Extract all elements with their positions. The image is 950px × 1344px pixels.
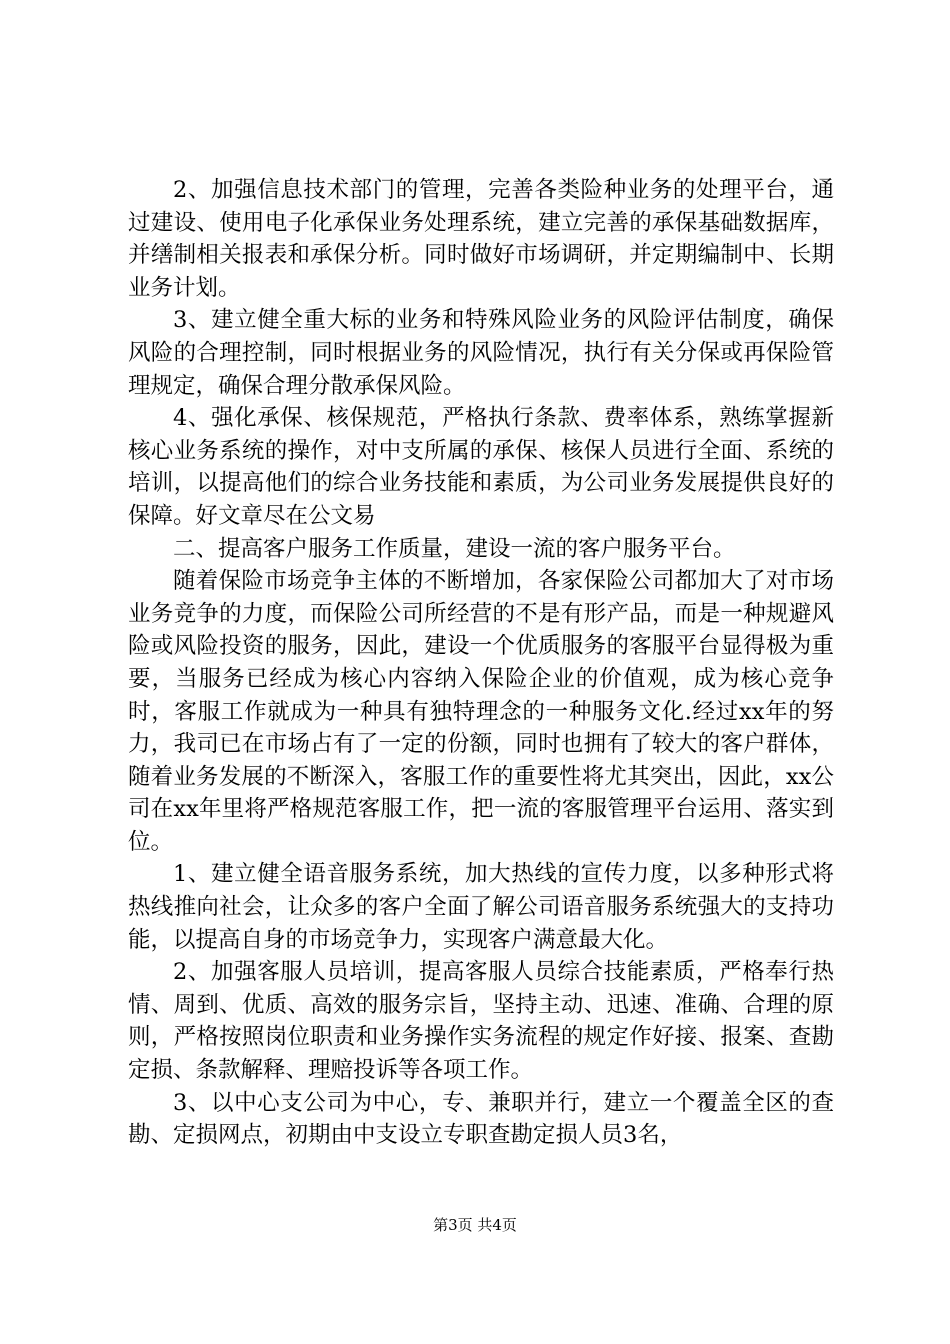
paragraph-market-competition: 随着保险市场竞争主体的不断增加，各家保险公司都加大了对市场业务竞争的力度，而保险公司所经营的不是有形产品，而是一种规避风险或风险投资的服务，因此，建设一个优质服务的客服平台显得极为重要，当服务已经成为核心内容纳入保险企业的价值观，成为核心竞争时，客服工作就成为一种具有独特理念的一种服务文化.经过xx年的努力，我司已在市场占有了一定的份额，同时也拥有了较大的客户群体，随着业务发展的不断深入，客服工作的重要性将尤其突出，因此，xx公司在xx年里将严格规范客服工作，把一流的客服管理平台运用、落实到位。 — [128, 568, 834, 855]
paragraph-risk-assessment: 3、建立健全重大标的业务和特殊风险业务的风险评估制度，确保风险的合理控制，同时根据业务的风险情况，执行有关分保或再保险管理规定，确保合理分散承保风险。 — [128, 307, 834, 399]
paragraph-underwriting-standards: 4、强化承保、核保规范，严格执行条款、费率体系，熟练掌握新核心业务系统的操作，对中支所属的承保、核保人员进行全面、系统的培训，以提高他们的综合业务技能和素质，为公司业务发展提供良好的保障。好文章尽在公文易 — [128, 405, 834, 529]
document-body — [128, 174, 834, 1152]
paragraph-voice-service: 1、建立健全语音服务系统，加大热线的宣传力度，以多种形式将热线推向社会，让众多的客户全面了解公司语音服务系统强大的支持功能，以提高自身的市场竞争力，实现客户满意最大化。 — [128, 861, 834, 953]
section-heading-customer-service: 二、提高客户服务工作质量，建设一流的客户服务平台。 — [173, 535, 736, 562]
paragraph-survey-network: 3、以中心支公司为中心，专、兼职并行，建立一个覆盖全区的查勘、定损网点，初期由中支设立专职查勘定损人员3名， — [128, 1089, 834, 1149]
paragraph-staff-training: 2、加强客服人员培训，提高客服人员综合技能素质，严格奉行热情、周到、优质、高效的服务宗旨，坚持主动、迅速、准确、合理的原则，严格按照岗位职责和业务操作实务流程的规定作好接、报案、查勘定损、条款解释、理赔投诉等各项工作。 — [128, 959, 834, 1084]
paragraph-info-tech-management: 2、加强信息技术部门的管理，完善各类险种业务的处理平台，通过建设、使用电子化承保业务处理系统，建立完善的承保基础数据库，并缮制相关报表和承保分析。同时做好市场调研，并定期编制中、长期业务计划。 — [128, 177, 834, 301]
page-number-footer: 第3页 共4页 — [433, 1216, 517, 1234]
